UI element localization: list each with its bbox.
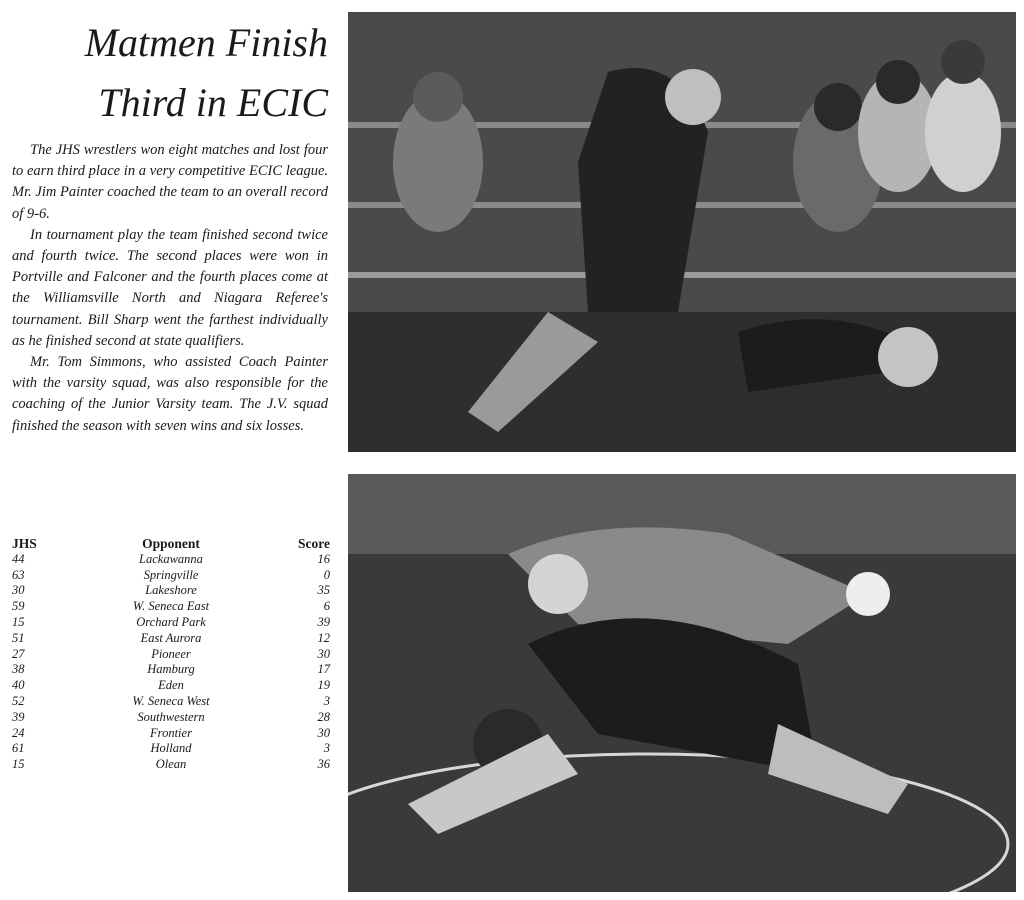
paragraph-2: In tournament play the team finished second twice and fourth twice. The second places were won in Portville and Falconer and the fourth places come at the Williamsville North and Niagara Referee's tournament. Bill Sharp went the farthest individually as he finished second at state qualifiers. (12, 226, 328, 349)
score-row (12, 583, 330, 599)
wrestling-photo-icon (348, 474, 1016, 892)
opponent-score-cell: 0 (323, 567, 330, 582)
opponent-score-cell: 3 (323, 693, 330, 708)
opponent-cell: Frontier (150, 725, 192, 740)
score-row (12, 726, 330, 742)
opponent-score-cell: 36 (317, 757, 330, 772)
opponent-score-cell: 17 (317, 662, 330, 677)
opponent-cell: Olean (155, 757, 187, 772)
opponent-score-cell: 16 (317, 551, 330, 566)
jhs-score-cell: 27 (12, 646, 25, 661)
score-row (12, 552, 330, 568)
jhs-score-cell: 15 (12, 614, 25, 629)
opponent-cell: W. Seneca West (132, 693, 210, 708)
bottom-wrestling-photo (348, 474, 1016, 892)
opponent-score-cell: 30 (317, 646, 330, 661)
header-opponent: Opponent (142, 536, 200, 551)
article-title-line-2: Third in ECIC (98, 80, 328, 125)
jhs-score-cell: 24 (12, 725, 25, 740)
jhs-score-cell: 30 (12, 583, 25, 598)
score-row (12, 568, 330, 584)
opponent-cell: Southwestern (137, 709, 205, 724)
scores-table (12, 536, 330, 773)
opponent-cell: Pioneer (151, 646, 191, 661)
score-row (12, 694, 330, 710)
jhs-score-cell: 15 (12, 757, 25, 772)
jhs-score-cell: 38 (12, 662, 25, 677)
opponent-cell: Lackawanna (139, 551, 203, 566)
opponent-score-cell: 35 (317, 583, 330, 598)
opponent-cell: W. Seneca East (132, 599, 210, 614)
opponent-score-cell: 3 (323, 741, 330, 756)
opponent-score-cell: 12 (317, 630, 330, 645)
opponent-cell: East Aurora (140, 630, 202, 645)
jhs-score-cell: 39 (12, 709, 25, 724)
jhs-score-cell: 61 (12, 741, 25, 756)
opponent-cell: Springville (143, 567, 199, 582)
jhs-score-cell: 52 (12, 693, 25, 708)
jhs-score-cell: 63 (12, 567, 25, 582)
top-wrestling-photo (348, 12, 1016, 452)
score-row (12, 741, 330, 757)
jhs-score-cell: 40 (12, 678, 25, 693)
opponent-score-cell: 19 (317, 678, 330, 693)
jhs-score-cell: 59 (12, 599, 25, 614)
score-row (12, 647, 330, 663)
paragraph-3: Mr. Tom Simmons, who assisted Coach Painter with the varsity squad, was also responsible for the coaching of the Junior Varsity team. The J.V. squad finished the season with seven wins and six losses. (12, 354, 328, 434)
article-body (12, 140, 328, 437)
opponent-score-cell: 6 (323, 599, 330, 614)
header-score: Score (298, 536, 330, 551)
jhs-score-cell: 51 (12, 630, 25, 645)
opponent-score-cell: 30 (317, 725, 330, 740)
opponent-score-cell: 28 (317, 709, 330, 724)
score-row (12, 615, 330, 631)
opponent-score-cell: 39 (317, 614, 330, 629)
opponent-cell: Hamburg (147, 662, 195, 677)
score-row (12, 757, 330, 773)
jhs-score-cell: 44 (12, 551, 25, 566)
paragraph-1: The JHS wrestlers won eight matches and lost four to earn third place in a very competitive ECIC league. Mr. Jim Painter coached the team to an overall record of 9-6. (12, 142, 328, 222)
article-title-line-1: Matmen Finish (84, 20, 328, 65)
header-jhs: JHS (12, 536, 37, 551)
wrestling-photo-icon (348, 12, 1016, 452)
score-row (12, 662, 330, 678)
score-row (12, 599, 330, 615)
opponent-cell: Lakeshore (145, 583, 197, 598)
score-row (12, 710, 330, 726)
score-row (12, 631, 330, 647)
opponent-cell: Holland (150, 741, 192, 756)
opponent-cell: Eden (158, 678, 184, 693)
scores-header-row (12, 536, 330, 552)
score-row (12, 678, 330, 694)
opponent-cell: Orchard Park (136, 614, 206, 629)
